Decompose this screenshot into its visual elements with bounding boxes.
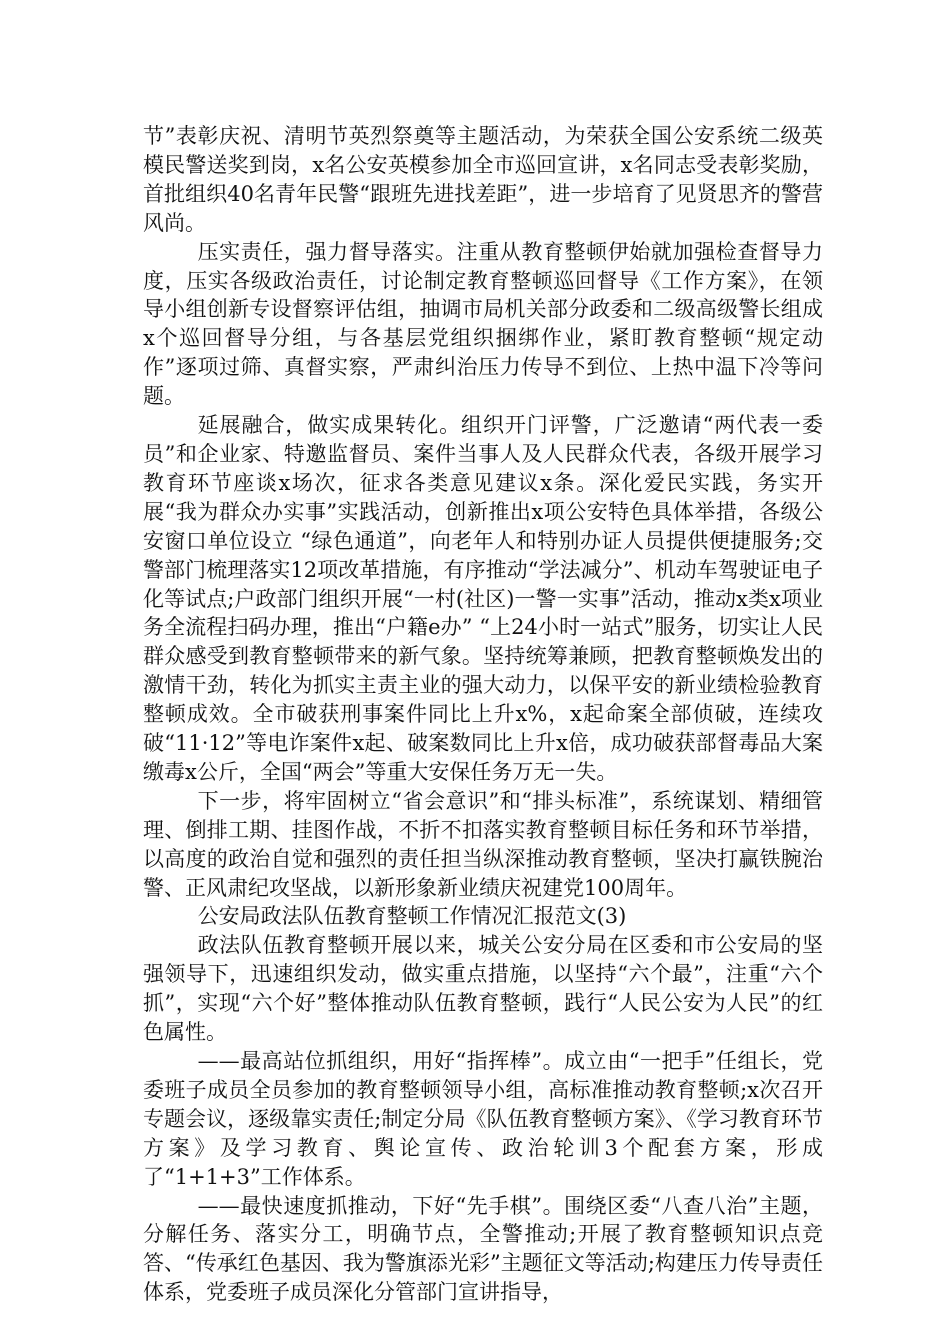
paragraph-4: 下一步，将牢固树立“省会意识”和“排头标准”，系统谋划、精细管理、倒排工期、挂图作战，不折不扣落实教育整顿目标任务和环节举措，以高度的政治自觉和强烈的责任担当纵深推动教育整顿，坚决打赢铁腕治警、正风肃纪攻坚战，以新形象新业绩庆祝建党100周年。: [143, 788, 823, 900]
paragraph-2: 压实责任，强力督导落实。注重从教育整顿伊始就加强检查督导力度，压实各级政治责任，讨论制定教育整顿巡回督导《工作方案》，在领导小组创新专设督察评估组，抽调市局机关部分政委和二级高级警长组成x个巡回督导分组，与各基层党组织捆绑作业，紧盯教育整顿“规定动作”逐项过筛、真督实察，严肃纠治压力传导不到位、上热中温下冷等问题。: [143, 239, 823, 409]
paragraph-1: 节”表彰庆祝、清明节英烈祭奠等主题活动，为荣获全国公安系统二级英模民警送奖到岗，x名公安英模参加全市巡回宣讲，x名同志受表彰奖励，首批组织40名青年民警“跟班先进找差距”，进一步培育了见贤思齐的警营风尚。: [143, 124, 823, 235]
section-title: 公安局政法队伍教育整顿工作情况汇报范文(3): [197, 904, 627, 929]
section-paragraph-2: ——最高站位抓组织，用好“指挥棒”。成立由“一把手”任组长，党委班子成员全员参加的教育整顿领导小组，高标准推动教育整顿;x次召开专题会议，逐级靠实责任;制定分局《队伍教育整顿方案》、《学习教育环节方案》及学习教育、舆论宣传、政治轮训3个配套方案，形成了“1+1+3”工作体系。: [143, 1049, 823, 1189]
document-page: [143, 122, 823, 1307]
section-paragraph-1: 政法队伍教育整顿开展以来，城关公安分局在区委和市公安局的坚强领导下，迅速组织发动，做实重点措施，以坚持“六个最”，注重“六个抓”，实现“六个好”整体推动队伍教育整顿，践行“人民公安为人民”的红色属性。: [143, 933, 823, 1045]
section-paragraph-3: ——最快速度抓推动，下好“先手棋”。围绕区委“八查八治”主题，分解任务、落实分工，明确节点，全警推动;开展了教育整顿知识点竞答、“传承红色基因、我为警旗添光彩”主题征文等活动;构建压力传导责任体系，党委班子成员深化分管部门宣讲指导，: [143, 1193, 823, 1305]
paragraph-3: 延展融合，做实成果转化。组织开门评警，广泛邀请“两代表一委员”和企业家、特邀监督员、案件当事人及人民群众代表，各级开展学习教育环节座谈x场次，征求各类意见建议x条。深化爱民实践，务实开展“我为群众办实事”实践活动，创新推出x项公安特色具体举措，各级公安窗口单位设立 “绿色通道”，向老年人和特别办证人员提供便捷服务;交警部门梳理落实12项改革措施，有序推动“学法减分”、机动车驾驶证电子化等试点;户政部门组织开展“一村(社区)一警一实事”活动，推动x类x项业务全流程扫码办理，推出“户籍e办” “上24小时一站式”服务，切实让人民群众感受到教育整顿带来的新气象。坚持统筹兼顾，把教育整顿焕发出的激情干劲，转化为抓实主责主业的强大动力，以保平安的新业绩检验教育整顿成效。全市破获刑事案件同比上升x%，x起命案全部侦破，连续攻破“11·12”等电诈案件x起、破案数同比上升x倍，成功破获部督毒品大案缴毒x公斤，全国“两会”等重大安保任务万无一失。: [143, 413, 823, 784]
